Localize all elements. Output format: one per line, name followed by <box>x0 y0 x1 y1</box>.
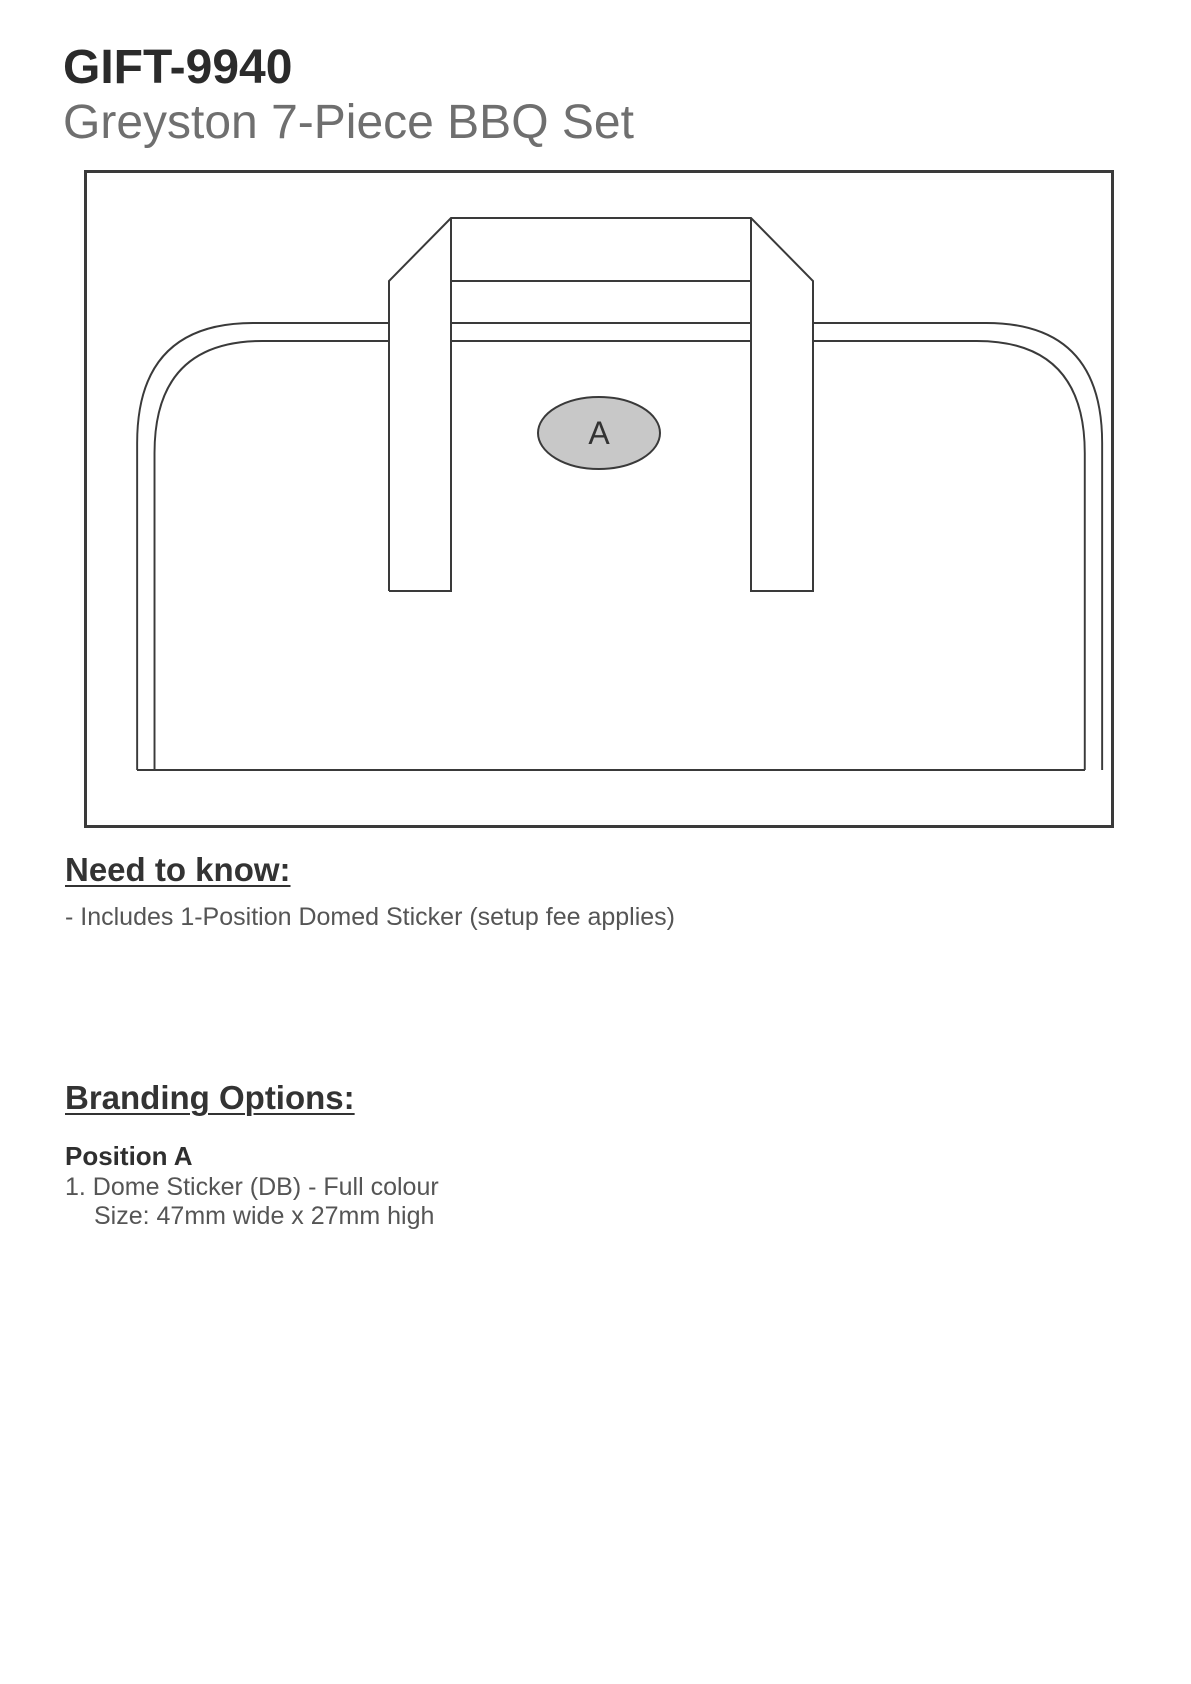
need-to-know-heading: Need to know: <box>65 851 291 888</box>
bbq-case-outline-drawing <box>87 173 1111 825</box>
product-diagram-frame <box>84 170 1114 828</box>
position-a-size: Size: 47mm wide x 27mm high <box>94 1202 435 1230</box>
position-a-option: 1. Dome Sticker (DB) - Full colour <box>65 1173 439 1201</box>
case-outer-outline <box>137 323 1102 770</box>
product-name: Greyston 7-Piece BBQ Set <box>63 96 634 149</box>
need-to-know-item: - Includes 1-Position Domed Sticker (setup fee applies) <box>65 903 676 931</box>
position-a-title: Position A <box>65 1141 193 1171</box>
position-a-label: A <box>588 415 610 451</box>
product-code: GIFT-9940 <box>63 41 293 94</box>
branding-options-heading: Branding Options: <box>65 1079 355 1116</box>
